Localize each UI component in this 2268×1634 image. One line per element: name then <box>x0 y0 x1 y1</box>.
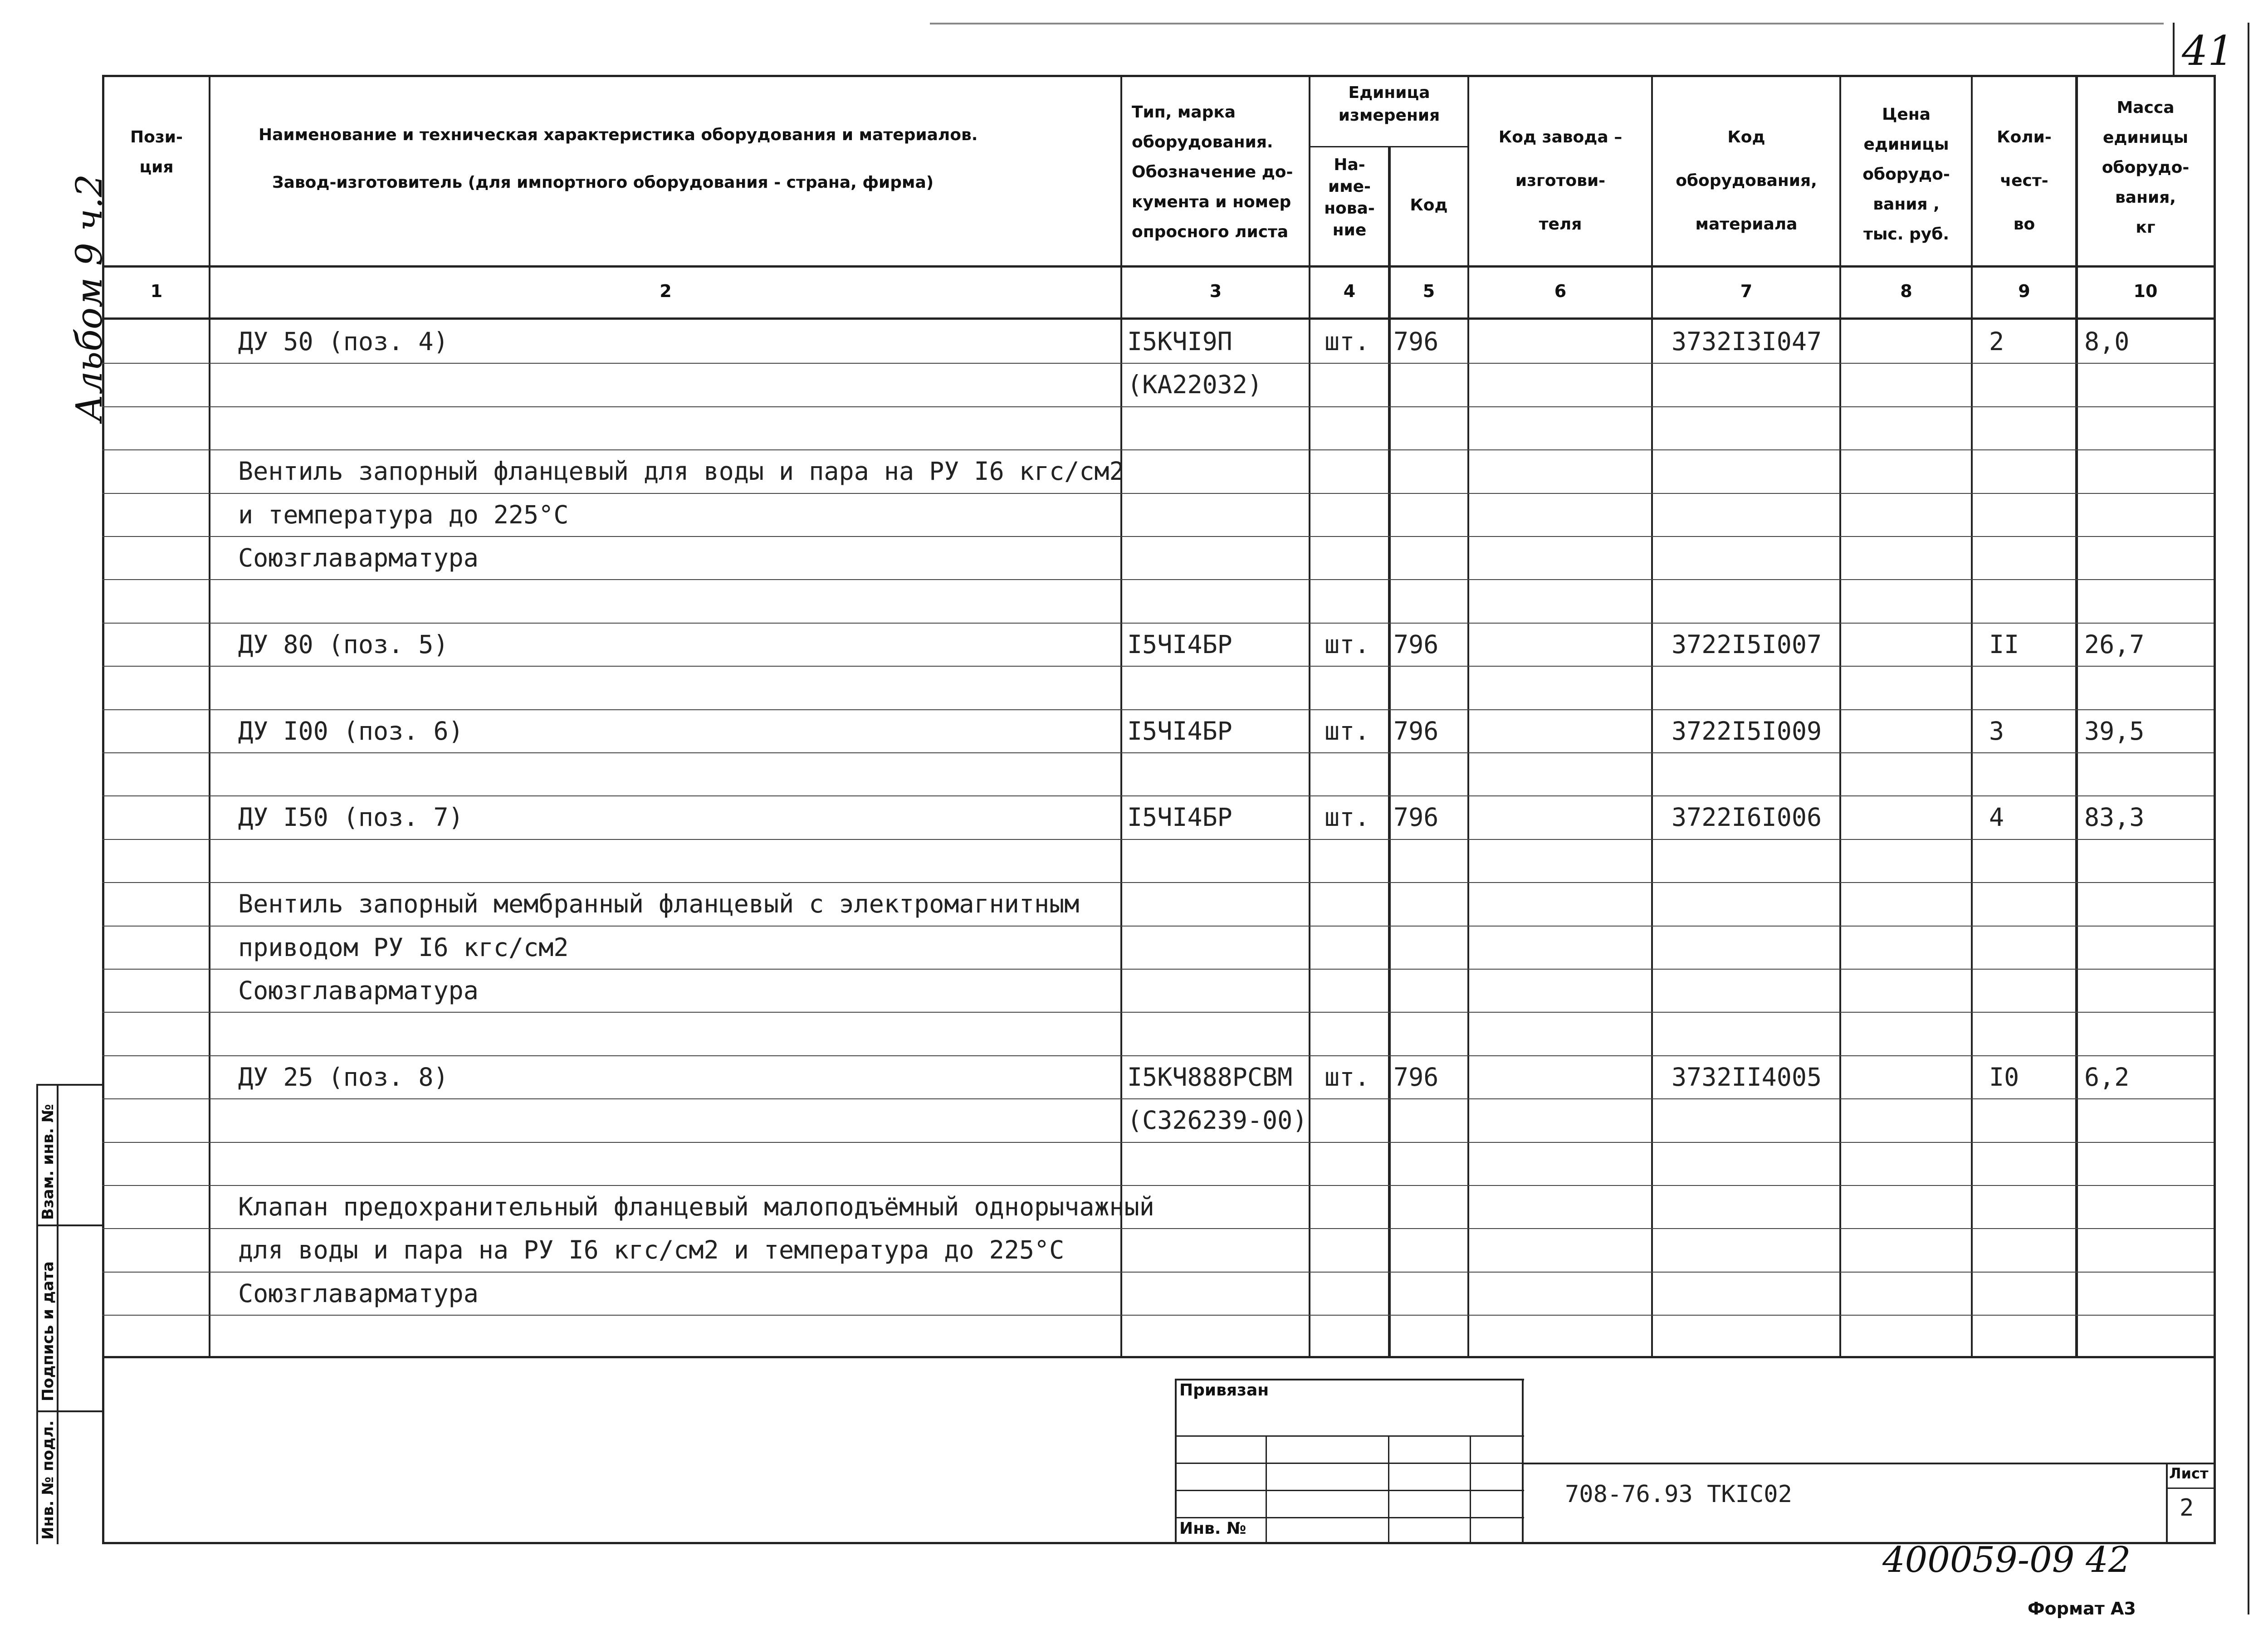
row-separator <box>102 623 2214 624</box>
row-separator <box>102 926 2214 927</box>
row-separator <box>102 493 2214 494</box>
cell-name: ДУ I50 (поз. 7) <box>238 803 464 832</box>
cell-quantity: II <box>1989 630 2019 659</box>
cell-type: I5КЧ888РСВМ <box>1127 1063 1293 1092</box>
col-line-8 <box>1971 75 1973 1356</box>
tb-col1 <box>1266 1435 1267 1544</box>
cell-equipment-code: 3732II4005 <box>1672 1063 1822 1092</box>
cell-unit: шт. <box>1325 717 1370 746</box>
tb-privyazan-top <box>1175 1379 1524 1380</box>
cell-type: I5ЧI4БР <box>1127 630 1232 659</box>
cell-mass: 83,3 <box>2084 803 2145 832</box>
side-stamp-top <box>36 1084 104 1086</box>
top-dashed-line <box>930 23 2164 24</box>
col-line-3 <box>1309 75 1310 1356</box>
header-unit-code: Код <box>1410 196 1448 215</box>
col-line-1 <box>209 75 210 1356</box>
colnum-7: 7 <box>1740 281 1753 301</box>
header-unit-name: На- име- нова- ние <box>1324 156 1375 239</box>
cell-type: I5ЧI4БР <box>1127 803 1232 832</box>
row-separator <box>102 579 2214 580</box>
cell-equipment-code: 3722I6I006 <box>1672 803 1822 832</box>
cell-equipment-code: 3732I3I047 <box>1672 327 1822 356</box>
cell-mass: 8,0 <box>2084 327 2130 356</box>
cell-name: Союзглаварматура <box>238 1279 479 1308</box>
cell-type: (КА22032) <box>1127 370 1263 399</box>
row-separator <box>102 969 2214 970</box>
row-separator <box>102 882 2214 883</box>
row-separator <box>102 1098 2214 1099</box>
tb-privyazan-left <box>1175 1379 1177 1544</box>
colnum-5: 5 <box>1422 281 1435 301</box>
cell-type: I5ЧI4БР <box>1127 717 1232 746</box>
row-separator <box>102 449 2214 450</box>
side-stamp-podpis: Подпись и дата <box>39 1261 57 1401</box>
tb-list-number: 2 <box>2180 1494 2194 1522</box>
cell-type: (С326239-00) <box>1127 1106 1308 1135</box>
tb-col3 <box>1470 1435 1471 1544</box>
side-stamp-div2 <box>36 1410 104 1412</box>
cell-unit: шт. <box>1325 630 1370 659</box>
sheet-corner-number: 41 <box>2182 27 2234 75</box>
row-separator <box>102 752 2214 753</box>
side-stamp-left <box>36 1084 38 1544</box>
header-price: Цена единицы оборудо- вания , тыс. руб. <box>1862 105 1950 244</box>
header-factory-code: Код завода – изготови- теля <box>1498 128 1623 234</box>
row-separator <box>102 363 2214 364</box>
side-stamp-div1 <box>36 1224 104 1226</box>
tb-list-div <box>2166 1488 2214 1489</box>
row-separator <box>102 536 2214 537</box>
colnum-4: 4 <box>1343 281 1356 301</box>
colnum-10: 10 <box>2133 281 2158 301</box>
header-name-line2: Завод-изготовитель (для импортного оборудования - страна, фирма) <box>272 173 934 192</box>
cell-name: и температура до 225°С <box>238 500 569 529</box>
row-separator <box>102 709 2214 710</box>
row-separator <box>102 1185 2214 1186</box>
corner-box-left <box>2173 23 2175 77</box>
cell-mass: 39,5 <box>2084 717 2145 746</box>
cell-name: Клапан предохранительный фланцевый малоподъёмный однорычажный <box>238 1192 1154 1221</box>
header-bottom <box>102 265 2214 268</box>
cell-type: I5КЧI9П <box>1127 327 1232 356</box>
cell-unit-code: 796 <box>1393 327 1439 356</box>
cell-name: Союзглаварматура <box>238 976 479 1005</box>
tb-privyazan: Привязан <box>1179 1381 1269 1400</box>
colnum-1: 1 <box>150 281 163 301</box>
tb-inv-no: Инв. № <box>1179 1519 1246 1538</box>
cell-name: ДУ 50 (поз. 4) <box>238 327 449 356</box>
cell-mass: 6,2 <box>2084 1063 2130 1092</box>
cell-name: Вентиль запорный фланцевый для воды и пара на РУ I6 кгс/см2 <box>238 457 1124 486</box>
row-separator <box>102 839 2214 840</box>
header-equipment-code: Код оборудования, материала <box>1676 128 1817 234</box>
cell-unit-code: 796 <box>1393 803 1439 832</box>
cell-unit: шт. <box>1325 327 1370 356</box>
cell-name: для воды и пара на РУ I6 кгс/см2 и температура до 225°С <box>238 1235 1065 1264</box>
album-label: Альбом 9 ч.2 <box>68 174 110 422</box>
side-stamp-vzam: Взам. инв. № <box>39 1104 57 1220</box>
cell-quantity: 4 <box>1989 803 2004 832</box>
row-separator <box>102 1142 2214 1143</box>
cell-name: Вентиль запорный мембранный фланцевый с электромагнитным <box>238 889 1080 918</box>
colnum-8: 8 <box>1900 281 1912 301</box>
header-position: Пози- ция <box>130 128 183 176</box>
cell-unit-code: 796 <box>1393 1063 1439 1092</box>
table-bottom <box>102 1356 2214 1358</box>
tb-list-left <box>2166 1463 2168 1544</box>
header-quantity: Коли- чест- во <box>1997 128 2052 234</box>
row-separator <box>102 1315 2214 1316</box>
col-line-4 <box>1388 146 1391 1356</box>
col-line-7 <box>1839 75 1841 1356</box>
colnum-2: 2 <box>660 281 672 301</box>
cell-equipment-code: 3722I5I007 <box>1672 630 1822 659</box>
colnum-6: 6 <box>1554 281 1567 301</box>
colnum-bottom <box>102 317 2214 320</box>
frame-top <box>102 75 2216 77</box>
cell-unit-code: 796 <box>1393 717 1439 746</box>
row-separator <box>102 1012 2214 1013</box>
side-stamp-inv-podl: Инв. № подл. <box>39 1420 57 1540</box>
colnum-9: 9 <box>2018 281 2030 301</box>
row-separator <box>102 795 2214 796</box>
col-line-9 <box>2075 75 2078 1356</box>
cell-unit: шт. <box>1325 803 1370 832</box>
header-type: Тип, марка оборудования. Обозначение до- кумента и номер опросного листа <box>1132 103 1293 241</box>
tb-row2 <box>1175 1463 1524 1464</box>
cell-quantity: I0 <box>1989 1063 2019 1092</box>
row-separator <box>102 1272 2214 1273</box>
frame-right <box>2214 75 2216 1544</box>
cell-equipment-code: 3722I5I009 <box>1672 717 1822 746</box>
header-unit-group: Единица измерения <box>1338 83 1440 125</box>
tb-row4 <box>1175 1517 1524 1518</box>
cell-name: приводом РУ I6 кгс/см2 <box>238 933 569 962</box>
bottom-handwritten-code: 400059-09 42 <box>1882 1540 2131 1580</box>
cell-name: Союзглаварматура <box>238 543 479 572</box>
cell-name: ДУ 25 (поз. 8) <box>238 1063 449 1092</box>
cell-name: ДУ 80 (поз. 5) <box>238 630 449 659</box>
header-mass: Масса единицы оборудо- вания, кг <box>2102 98 2190 237</box>
cell-mass: 26,7 <box>2084 630 2145 659</box>
tb-doc-top <box>1522 1463 2214 1464</box>
tb-col2 <box>1388 1435 1389 1544</box>
colnum-3: 3 <box>1209 281 1222 301</box>
cell-unit-code: 796 <box>1393 630 1439 659</box>
tb-privyazan-right <box>1522 1379 1524 1544</box>
col-line-5 <box>1467 75 1469 1356</box>
row-separator <box>102 666 2214 667</box>
row-separator <box>102 1055 2214 1056</box>
tb-row3 <box>1175 1490 1524 1491</box>
cell-name: ДУ I00 (поз. 6) <box>238 717 464 746</box>
right-edge-line <box>2248 23 2249 1614</box>
format-label: Формат А3 <box>2028 1599 2136 1619</box>
cell-quantity: 2 <box>1989 327 2004 356</box>
tb-row1 <box>1175 1435 1524 1437</box>
col-line-6 <box>1651 75 1653 1356</box>
tb-doc-code: 708-76.93 ТКIС02 <box>1565 1481 1792 1508</box>
tb-list-label: Лист <box>2169 1465 2209 1482</box>
cell-quantity: 3 <box>1989 717 2004 746</box>
header-name-line1: Наименование и техническая характеристика оборудования и материалов. <box>259 126 978 144</box>
row-separator <box>102 406 2214 407</box>
col-line-2 <box>1120 75 1122 1356</box>
row-separator <box>102 1228 2214 1229</box>
cell-unit: шт. <box>1325 1063 1370 1092</box>
